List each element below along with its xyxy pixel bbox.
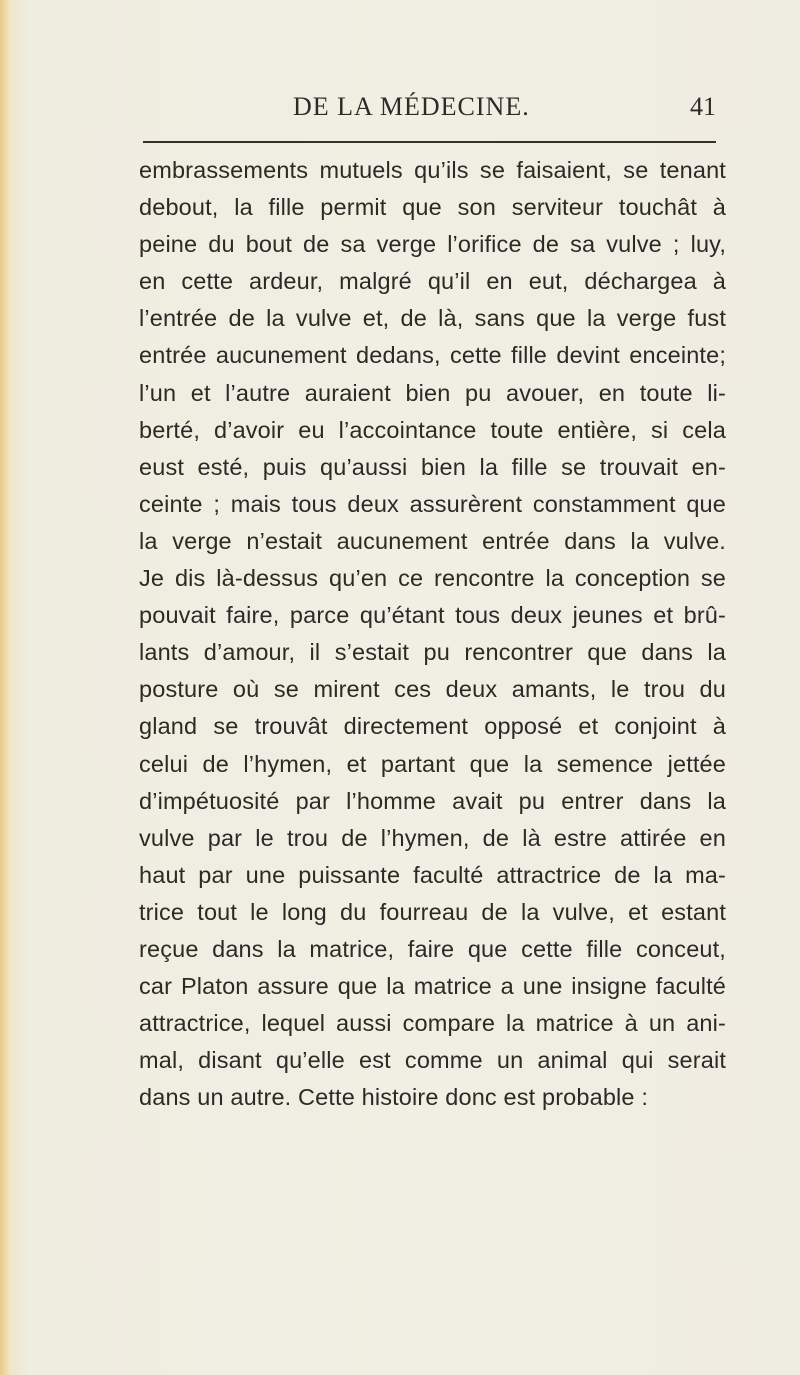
running-head (0, 92, 800, 136)
text-line: la verge n’estait aucunement entrée dans la vulve. (139, 527, 726, 554)
text-line: haut par une puissante faculté attractrice de la ma- (139, 861, 726, 888)
text-line: embrassements mutuels qu’ils se faisaient, se tenant (139, 157, 726, 183)
text-line: attractrice, lequel aussi compare la matrice à un ani- (139, 1010, 726, 1037)
text-line: celui de l’hymen, et partant que la semence jettée (139, 750, 726, 777)
text-line: l’entrée de la vulve et, de là, sans que la verge fust (139, 305, 726, 332)
text-line: ceinte ; mais tous deux assurèrent constamment que (139, 490, 726, 517)
text-line: trice tout le long du fourreau de la vulve, et estant (139, 898, 726, 925)
text-line: peine du bout de sa verge l’orifice de sa vulve ; luy, (139, 231, 726, 258)
text-line: entrée aucunement dedans, cette fille devint enceinte; (139, 342, 726, 369)
text-line: dans un autre. Cette histoire donc est probable : (139, 1084, 648, 1111)
text-line: reçue dans la matrice, faire que cette fille conceut, (139, 935, 726, 962)
text-line: berté, d’avoir eu l’accointance toute entière, si cela (139, 416, 726, 443)
text-line: posture où se mirent ces deux amants, le trou du (139, 676, 726, 703)
text-line: pouvait faire, parce qu’étant tous deux jeunes et brû- (139, 602, 726, 629)
body-text (139, 152, 726, 1116)
header-rule (143, 141, 716, 143)
text-line: eust esté, puis qu’aussi bien la fille se trouvait en- (139, 453, 726, 480)
running-head-title: DE LA MÉDECINE. (293, 92, 530, 121)
text-line: en cette ardeur, malgré qu’il en eut, déchargea à (139, 268, 726, 295)
text-line: car Platon assure que la matrice a une insigne faculté (139, 973, 726, 1000)
text-line: l’un et l’autre auraient bien pu avouer, en toute li- (139, 379, 726, 406)
text-line: debout, la fille permit que son serviteur touchât à (139, 194, 726, 221)
text-line: lants d’amour, il s’estait pu rencontrer que dans la (139, 639, 726, 666)
text-line: d’impétuosité par l’homme avait pu entrer dans la (139, 787, 726, 814)
text-line: vulve par le trou de l’hymen, de là estre attirée en (139, 824, 726, 851)
text-line: mal, disant qu’elle est comme un animal qui serait (139, 1047, 726, 1074)
page-number: 41 (690, 92, 716, 121)
text-line: Je dis là-dessus qu’en ce rencontre la conception se (139, 565, 726, 592)
page-gutter (0, 0, 10, 1375)
text-line: gland se trouvât directement opposé et conjoint à (139, 713, 726, 740)
